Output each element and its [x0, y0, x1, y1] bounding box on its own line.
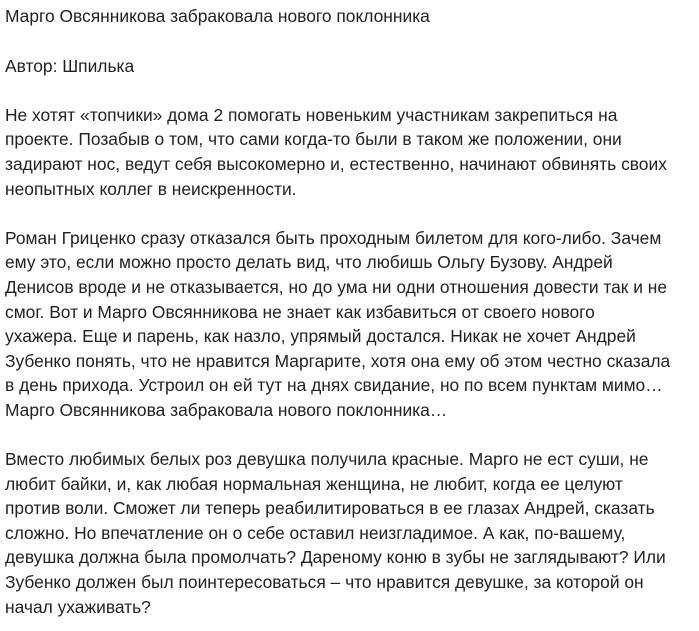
paragraph-line: смог. Вот и Марго Овсянникова не знает как избавиться от своего нового [5, 301, 595, 322]
paragraph-line: Зубенко понять, что не нравится Маргарите, хотя она ему об этом честно сказала [5, 350, 671, 371]
paragraph-3 [5, 447, 695, 619]
paragraph-line: Денисов вроде и не отказывается, но до ума ни одни отношения довести так и не [5, 276, 668, 297]
paragraph-line: начал ухаживать? [5, 596, 151, 617]
paragraph-line: ему это, если можно просто делать вид, что любишь Ольгу Бузову. Андрей [5, 252, 613, 273]
article-author: Автор: Шпилька [5, 55, 135, 76]
paragraph-line: Роман Гриценко сразу отказался быть проходным билетом для кого-либо. Зачем [5, 227, 662, 248]
paragraph-line: ухажера. Еще и парень, как назло, упрямый достался. Никак не хочет Андрей [5, 326, 636, 347]
paragraph-line: проекте. Позабыв о том, что сами когда-то были в таком же положении, они [5, 129, 622, 150]
paragraph-line: девушка должна была промолчать? Дареному коню в зубы не заглядывают? Или [5, 547, 666, 568]
paragraph-line: задирают нос, ведут себя высокомерно и, естественно, начинают обвинять своих [5, 153, 667, 174]
paragraph-line: неопытных коллег в неискренности. [5, 178, 297, 199]
paragraph-line: Вместо любимых белых роз девушка получила красные. Марго не ест суши, не [5, 449, 649, 470]
paragraph-line: в день прихода. Устроил он ей тут на днях свидание, но по всем пунктам мимо… [5, 375, 663, 396]
paragraph-line: Зубенко должен был поинтересоваться – что нравится девушке, за которой он [5, 572, 644, 593]
paragraph-line: против воли. Сможет ли теперь реабилитироваться в ее глазах Андрей, сказать [5, 498, 655, 519]
paragraph-1 [5, 103, 695, 201]
article-title: Марго Овсянникова забраковала нового поклонника [5, 6, 430, 26]
paragraph-2 [5, 226, 695, 423]
article [5, 0, 695, 619]
paragraph-line: Не хотят «топчики» дома 2 помогать новеньким участникам закрепиться на [5, 104, 618, 125]
paragraph-line: любит байки, и, как любая нормальная женщина, не любит, когда ее целуют [5, 473, 623, 494]
paragraph-line: Марго Овсянникова забраковала нового поклонника… [5, 399, 448, 420]
paragraph-line: сложно. Но впечатление он о себе оставил неизгладимое. А как, по-вашему, [5, 522, 626, 543]
